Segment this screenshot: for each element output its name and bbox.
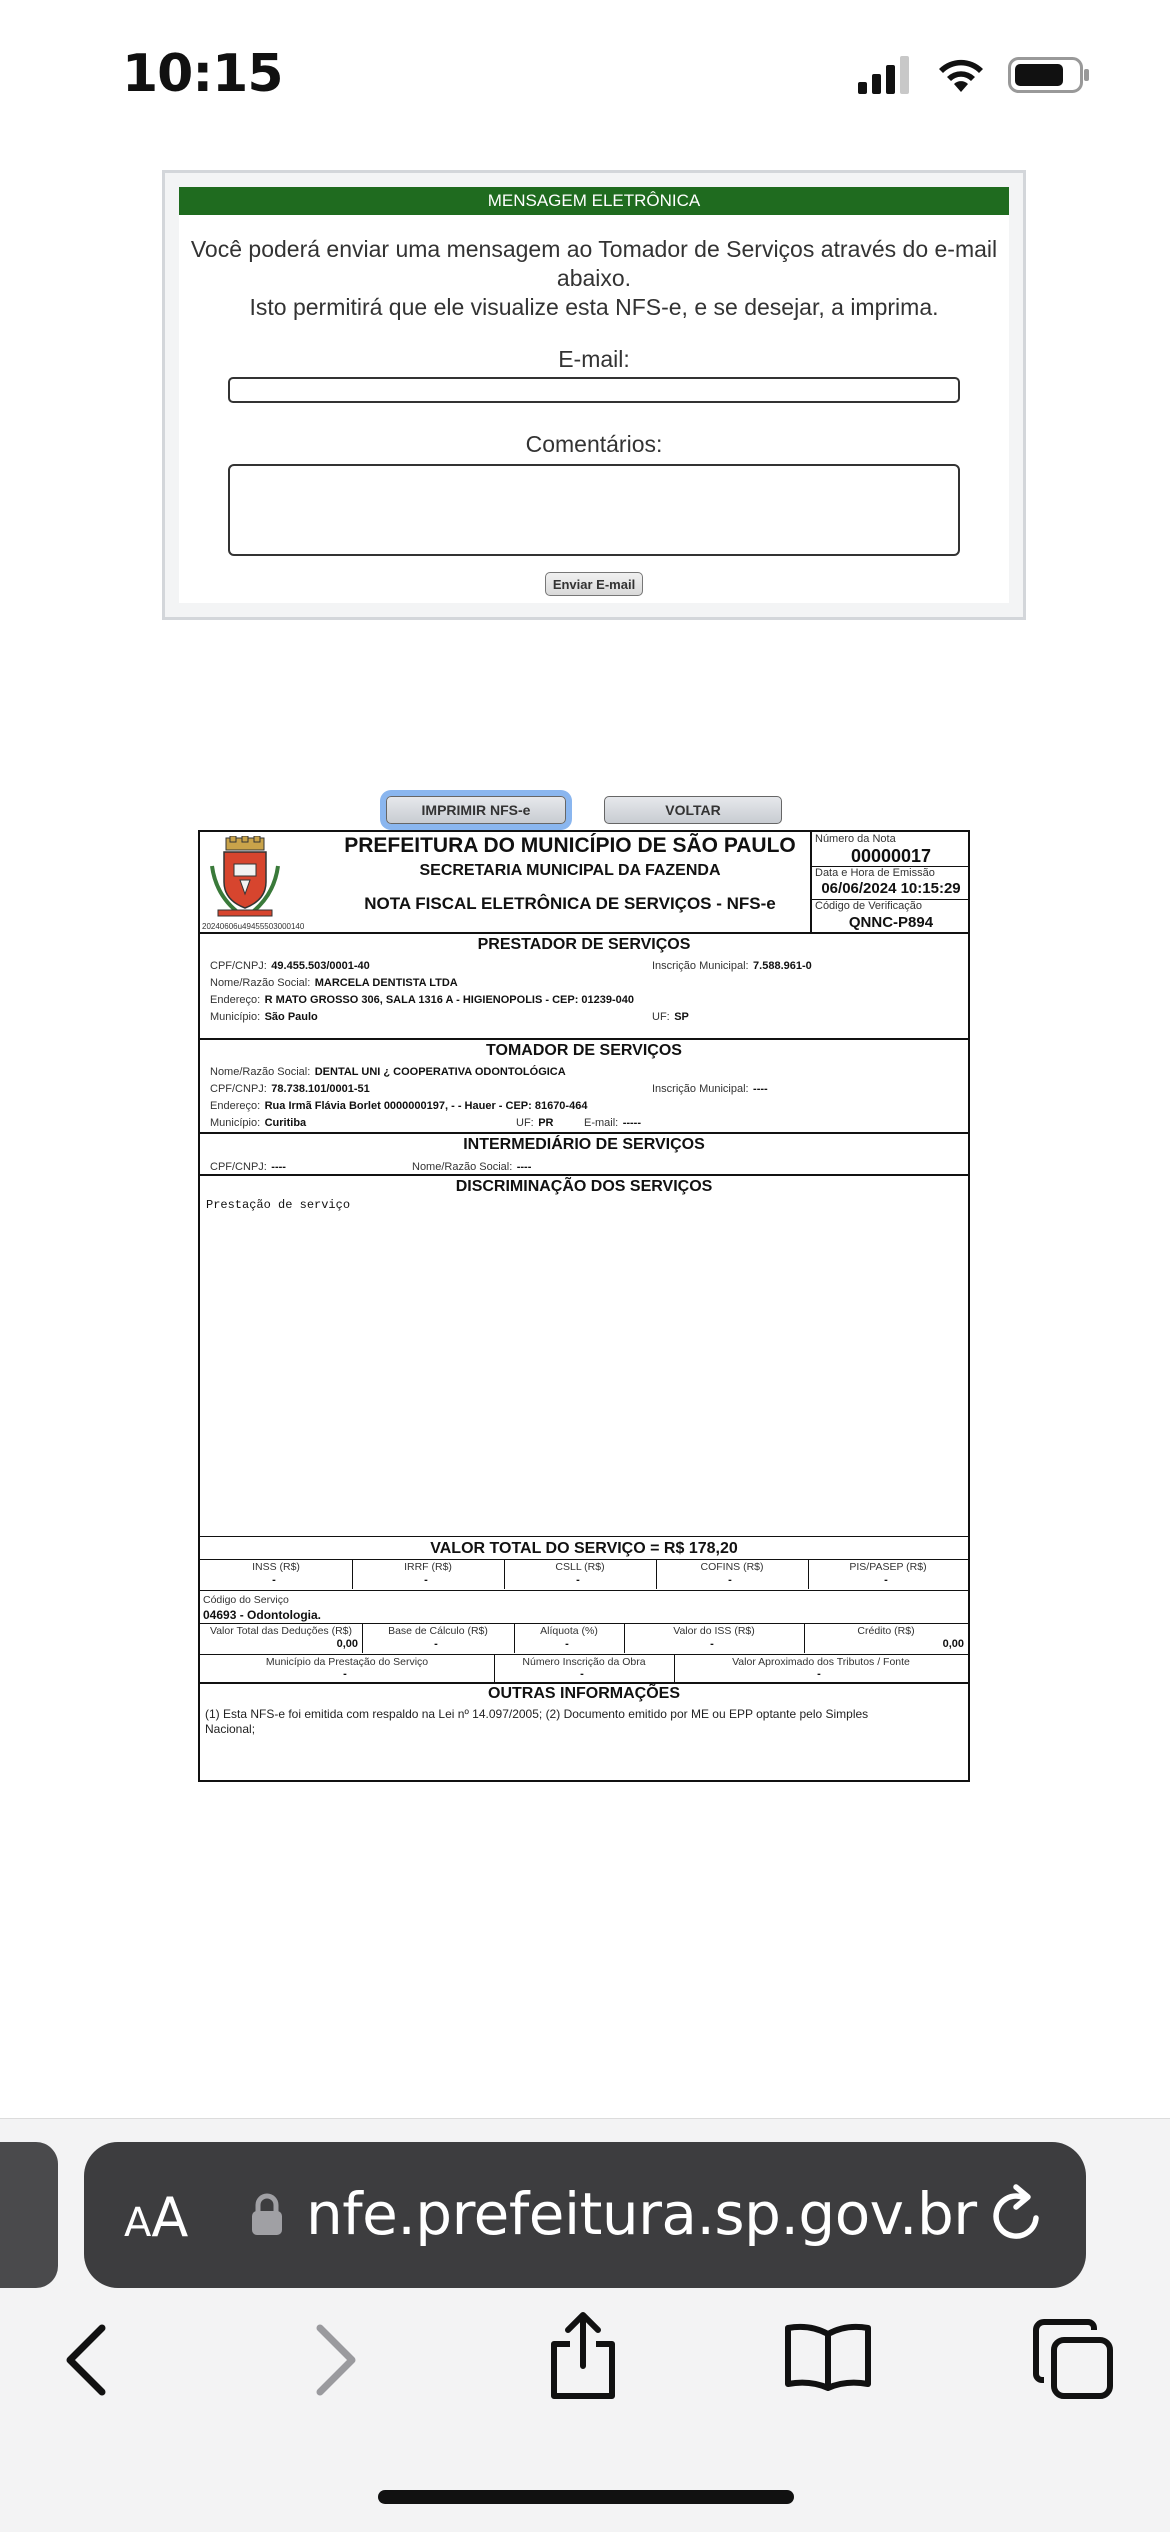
provider-section-title: PRESTADOR DE SERVIÇOS (477, 936, 691, 953)
status-icons (858, 56, 1090, 94)
column-header: CSLL (R$) (555, 1561, 605, 1573)
column-divider (504, 1559, 505, 1589)
issue-date: 06/06/2024 10:15:29 (821, 880, 961, 897)
cellular-signal-icon (858, 56, 914, 94)
column-divider (352, 1559, 353, 1589)
secretariat-title: SECRETARIA MUNICIPAL DA FAZENDA (419, 862, 721, 879)
email-label: E-mail: (558, 346, 630, 372)
text-size-button[interactable]: AA (124, 2186, 189, 2249)
city-coat-of-arms-icon (210, 836, 280, 920)
back-arrow-icon[interactable] (60, 2320, 110, 2400)
send-email-button[interactable]: Enviar E-mail (545, 572, 643, 596)
column-divider (624, 1623, 625, 1653)
column-header: Base de Cálculo (R$) (388, 1625, 488, 1637)
column-value: - (565, 1638, 569, 1650)
client-email-row: E-mail: ----- (584, 1117, 642, 1129)
column-value: - (580, 1668, 584, 1680)
column-divider (494, 1654, 495, 1684)
column-header: IRRF (R$) (404, 1561, 452, 1573)
other-info-text: (1) Esta NFS-e foi emitida com respaldo na Lei nº 14.097/2005; (2) Documento emitido por ME ou EPP optante pelo Simples Nacional; (205, 1707, 869, 1736)
comments-label: Comentários: (525, 431, 663, 457)
address-bar[interactable] (84, 2142, 1086, 2288)
client-city-row: Município: Curitiba (210, 1117, 307, 1129)
services-description: Prestação de serviço (206, 1198, 351, 1212)
column-header: Alíquota (%) (540, 1625, 598, 1637)
lock-icon (250, 2192, 284, 2236)
provider-state-row: UF: SP (652, 1011, 689, 1023)
email-field[interactable] (228, 377, 960, 403)
provider-cnpj-row: CPF/CNPJ: 49.455.503/0001-40 (210, 960, 370, 972)
column-header: PIS/PASEP (R$) (849, 1561, 927, 1573)
column-value: - (884, 1574, 888, 1586)
column-divider (514, 1623, 515, 1653)
battery-icon (1008, 56, 1090, 94)
column-value: 0,00 (336, 1638, 358, 1650)
total-value: VALOR TOTAL DO SERVIÇO = R$ 178,20 (430, 1540, 738, 1557)
forward-arrow-icon[interactable] (312, 2320, 362, 2400)
barcode-reference: 20240606u49455503000140 (202, 922, 305, 931)
document-title: NOTA FISCAL ELETRÔNICA DE SERVIÇOS - NFS-e (364, 894, 776, 913)
email-message-panel (162, 170, 1026, 620)
reload-icon[interactable] (988, 2184, 1048, 2248)
column-header: Valor Total das Deduções (R$) (209, 1625, 353, 1637)
invoice-number: 00000017 (850, 846, 932, 866)
column-value: - (728, 1574, 732, 1586)
provider-city-row: Município: São Paulo (210, 1011, 318, 1023)
column-header: COFINS (R$) (700, 1561, 764, 1573)
column-header: Valor do ISS (R$) (673, 1625, 755, 1637)
service-code-label: Código do Serviço (203, 1594, 289, 1606)
bookmarks-icon[interactable] (784, 2322, 872, 2392)
comments-field[interactable] (228, 464, 960, 556)
column-value: 0,00 (942, 1638, 964, 1650)
other-info-title: OUTRAS INFORMAÇÕES (488, 1685, 680, 1702)
column-header: Valor Aproximado dos Tributos / Fonte (732, 1656, 910, 1668)
nfse-invoice (198, 830, 970, 1782)
invoice-number-label: Número da Nota (815, 833, 896, 845)
client-municipal-registration: Inscrição Municipal: ---- (652, 1083, 768, 1095)
share-icon[interactable] (546, 2310, 620, 2400)
verification-code: QNNC-P894 (848, 914, 934, 931)
home-indicator (378, 2490, 794, 2504)
column-value: - (343, 1668, 347, 1680)
client-address-row: Endereço: Rua Irmã Flávia Borlet 0000000197, - - Hauer - CEP: 81670-464 (210, 1100, 588, 1112)
back-button[interactable]: VOLTAR (604, 796, 782, 824)
client-name-row: Nome/Razão Social: DENTAL UNI ¿ COOPERATIVA ODONTOLÓGICA (210, 1066, 566, 1078)
panel-header: MENSAGEM ELETRÔNICA (179, 187, 1009, 215)
column-header: Número Inscrição da Obra (522, 1656, 646, 1668)
column-value: - (817, 1668, 821, 1680)
column-header: Município da Prestação do Serviço (265, 1656, 429, 1668)
column-value: - (272, 1574, 276, 1586)
column-value: - (434, 1638, 438, 1650)
provider-municipal-registration: Inscrição Municipal: 7.588.961-0 (652, 960, 812, 972)
status-time: 10:15 (122, 44, 283, 104)
provider-name-row: Nome/Razão Social: MARCELA DENTISTA LTDA (210, 977, 458, 989)
column-value: - (710, 1638, 714, 1650)
client-cnpj-row: CPF/CNPJ: 78.738.101/0001-51 (210, 1083, 370, 1095)
intermediary-cnpj-row: CPF/CNPJ: ---- (210, 1161, 286, 1173)
column-divider (674, 1654, 675, 1684)
intermediary-section-title: INTERMEDIÁRIO DE SERVIÇOS (463, 1136, 705, 1153)
tabs-icon[interactable] (1032, 2318, 1114, 2400)
provider-address-row: Endereço: R MATO GROSSO 306, SALA 1316 A - HIGIENOPOLIS - CEP: 01239-040 (210, 994, 635, 1006)
print-nfse-button[interactable]: IMPRIMIR NFS-e (386, 796, 566, 824)
client-state-row: UF: PR (516, 1117, 554, 1129)
issue-date-label: Data e Hora de Emissão (815, 867, 935, 879)
column-divider (656, 1559, 657, 1589)
column-divider (362, 1623, 363, 1653)
url-text[interactable]: nfe.prefeitura.sp.gov.br (306, 2180, 977, 2248)
client-section-title: TOMADOR DE SERVIÇOS (486, 1042, 682, 1059)
intermediary-name-row: Nome/Razão Social: ---- (412, 1161, 532, 1173)
services-section-title: DISCRIMINAÇÃO DOS SERVIÇOS (455, 1178, 713, 1195)
column-value: - (424, 1574, 428, 1586)
column-header: Crédito (R$) (857, 1625, 915, 1637)
verification-code-label: Código de Verificação (815, 900, 923, 912)
column-divider (804, 1623, 805, 1653)
column-header: INSS (R$) (252, 1561, 300, 1573)
column-value: - (576, 1574, 580, 1586)
column-divider (808, 1559, 809, 1589)
service-code: 04693 - Odontologia. (203, 1608, 322, 1622)
previous-tab-preview[interactable] (0, 2142, 58, 2288)
city-title: PREFEITURA DO MUNICÍPIO DE SÃO PAULO (344, 834, 796, 857)
wifi-icon (936, 56, 986, 94)
panel-instructions: Você poderá enviar uma mensagem ao Tomador de Serviços através do e-mail abaixo. Isto permitirá que ele visualize esta NFS-e, e se desejar, a imprima. (190, 236, 998, 320)
